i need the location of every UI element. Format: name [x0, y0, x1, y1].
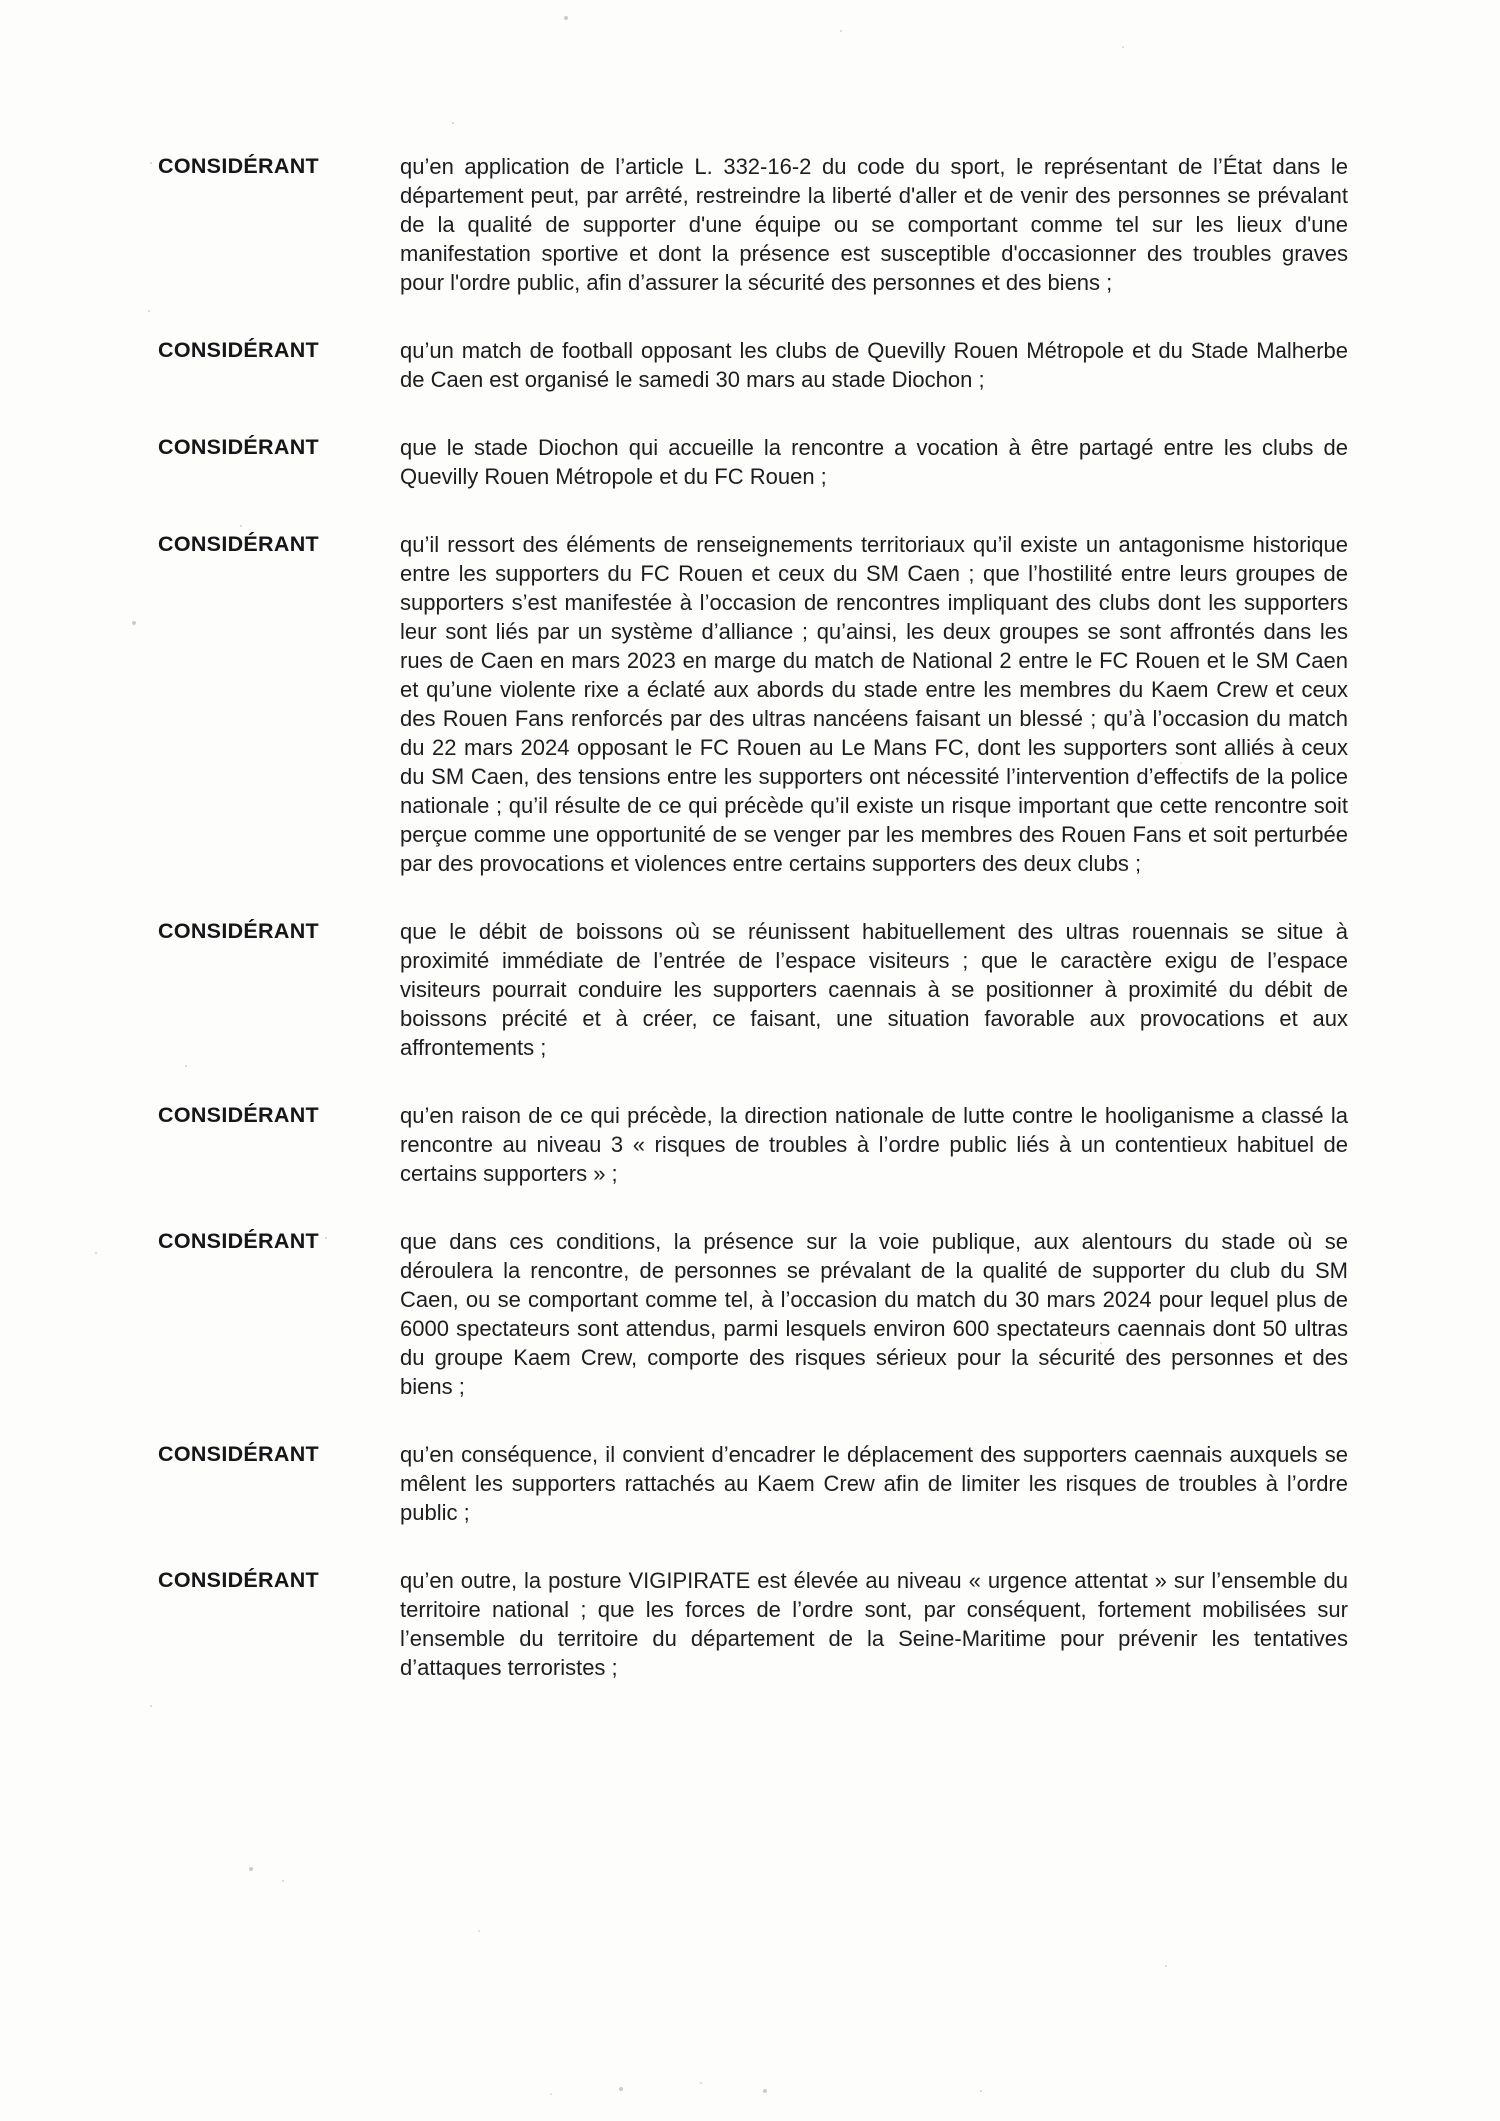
considerant-label: CONSIDÉRANT: [158, 154, 319, 178]
considerant-text: que le débit de boissons où se réunissent habituellement des ultras rouennais se situe à proximité immédiate de l’entrée de l’espace visiteurs ; que le caractère exigu de l’espace visiteurs pourrait conduire les supporters caennais à se positionner à proximité du débit de boissons précité et à créer, ce faisant, une situation favorable aux provocations et aux affrontements ;: [400, 919, 1348, 1060]
considerant-label: CONSIDÉRANT: [158, 338, 319, 362]
considerant-block: [158, 1566, 1348, 1682]
considerant-block: [158, 1227, 1348, 1401]
considerant-block: [158, 433, 1348, 491]
considerant-block: [158, 1440, 1348, 1527]
considerant-block: [158, 336, 1348, 394]
considerant-text: qu’en raison de ce qui précède, la direction nationale de lutte contre le hooliganisme a classé la rencontre au niveau 3 « risques de troubles à l’ordre public liés à un contentieux habituel de certains supporters » ;: [400, 1103, 1348, 1186]
considerant-label: CONSIDÉRANT: [158, 532, 319, 556]
considerant-block: [158, 530, 1348, 878]
scan-noise-speckles: [0, 0, 2, 2]
considerant-label: CONSIDÉRANT: [158, 1229, 319, 1253]
considerant-label: CONSIDÉRANT: [158, 435, 319, 459]
considerant-text: que dans ces conditions, la présence sur la voie publique, aux alentours du stade où se déroulera la rencontre, de personnes se prévalant de la qualité de supporter du club du SM Caen, ou se comportant comme tel, à l’occasion du match du 30 mars 2024 pour lequel plus de 6000 spectateurs sont attendus, parmi lesquels environ 600 spectateurs caennais dont 50 ultras du groupe Kaem Crew, comporte des risques sérieux pour la sécurité des personnes et des biens ;: [400, 1229, 1348, 1399]
considerant-text: que le stade Diochon qui accueille la rencontre a vocation à être partagé entre les clubs de Quevilly Rouen Métropole et du FC Rouen ;: [400, 435, 1348, 489]
considerant-label: CONSIDÉRANT: [158, 919, 319, 943]
considerant-text: qu’un match de football opposant les clubs de Quevilly Rouen Métropole et du Stade Malherbe de Caen est organisé le samedi 30 mars au stade Diochon ;: [400, 338, 1348, 392]
considerant-list: [158, 152, 1348, 1682]
considerant-text: qu’en conséquence, il convient d’encadrer le déplacement des supporters caennais auxquels se mêlent les supporters rattachés au Kaem Crew afin de limiter les risques de troubles à l’ordre public ;: [400, 1442, 1348, 1525]
considerant-block: [158, 152, 1348, 297]
considerant-label: CONSIDÉRANT: [158, 1103, 319, 1127]
considerant-block: [158, 1101, 1348, 1188]
considerant-block: [158, 917, 1348, 1062]
considerant-label: CONSIDÉRANT: [158, 1568, 319, 1592]
considerant-label: CONSIDÉRANT: [158, 1442, 319, 1466]
considerant-text: qu’il ressort des éléments de renseignements territoriaux qu’il existe un antagonisme historique entre les supporters du FC Rouen et ceux du SM Caen ; que l’hostilité entre leurs groupes de supporters s’est manifestée à l’occasion de rencontres impliquant des clubs dont les supporters leur sont liés par un système d’alliance ; qu’ainsi, les deux groupes se sont affrontés dans les rues de Caen en mars 2023 en marge du match de National 2 entre le FC Rouen et le SM Caen et qu’une violente rixe a éclaté aux abords du stade entre les membres du Kaem Crew et ceux des Rouen Fans renforcés par des ultras nancéens faisant un blessé ; qu’à l’occasion du match du 22 mars 2024 opposant le FC Rouen au Le Mans FC, dont les supporters sont alliés à ceux du SM Caen, des tensions entre les supporters ont nécessité l’intervention d’effectifs de la police nationale ; qu’il résulte de ce qui précède qu’il existe un risque important que cette rencontre soit perçue comme une opportunité de se venger par les membres des Rouen Fans et soit perturbée par des provocations et violences entre certains supporters des deux clubs ;: [400, 532, 1348, 876]
considerant-text: qu’en outre, la posture VIGIPIRATE est élevée au niveau « urgence attentat » sur l’ensemble du territoire national ; que les forces de l’ordre sont, par conséquent, fortement mobilisées sur l’ensemble du territoire du département de la Seine-Maritime pour prévenir les tentatives d’attaques terroristes ;: [400, 1568, 1348, 1680]
considerant-text: qu’en application de l’article L. 332-16-2 du code du sport, le représentant de l’État dans le département peut, par arrêté, restreindre la liberté d'aller et de venir des personnes se prévalant de la qualité de supporter d'une équipe ou se comportant comme tel sur les lieux d'une manifestation sportive et dont la présence est susceptible d'occasionner des troubles graves pour l'ordre public, afin d’assurer la sécurité des personnes et des biens ;: [400, 154, 1348, 295]
